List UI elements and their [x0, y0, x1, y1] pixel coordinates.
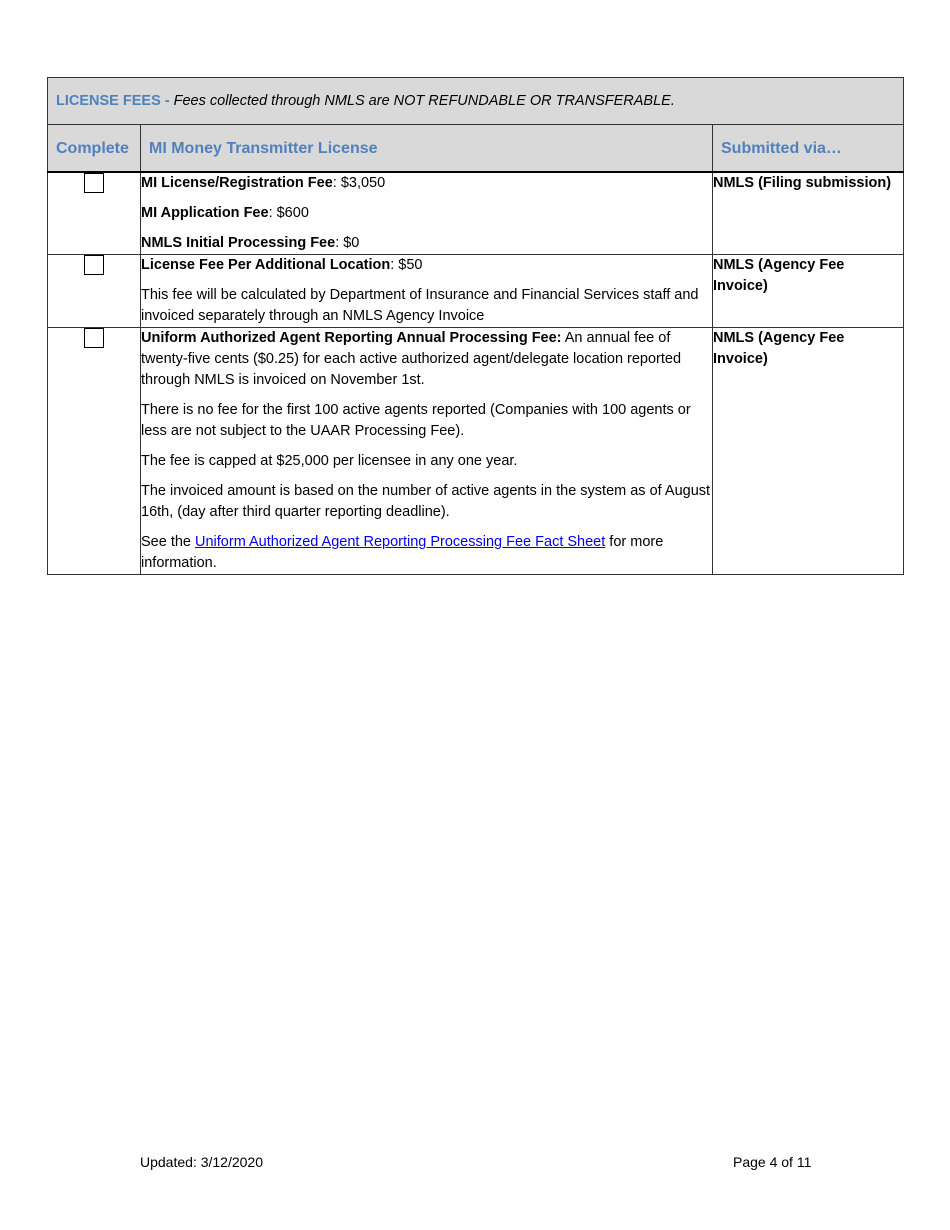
- fee-label: NMLS Initial Processing Fee: [141, 235, 336, 251]
- complete-checkbox[interactable]: [84, 255, 104, 275]
- fee-label: License Fee Per Additional Location: [141, 257, 391, 273]
- fee-description: [141, 172, 713, 255]
- column-header-submitted: Submitted via…: [713, 125, 904, 173]
- table-row: [48, 255, 904, 328]
- fee-line: [141, 233, 712, 254]
- fee-description: [141, 328, 713, 575]
- banner-label: LICENSE FEES -: [56, 92, 170, 109]
- submitted-via: NMLS (Agency Fee Invoice): [713, 255, 904, 328]
- license-fees-table: [47, 77, 904, 575]
- see-suffix: for more information.: [141, 534, 664, 571]
- fee-label: MI License/Registration Fee: [141, 175, 333, 191]
- see-prefix: See the: [141, 534, 196, 550]
- license-fees-banner-row: [48, 78, 904, 125]
- fee-label: Uniform Authorized Agent Reporting Annual Processing Fee:: [141, 330, 562, 346]
- submitted-via: NMLS (Filing submission): [713, 172, 904, 255]
- fee-value: $0: [339, 235, 360, 251]
- footer-page-number: Page 4 of 11: [733, 1154, 812, 1170]
- fee-paragraph: The fee is capped at $25,000 per licensee in any one year.: [141, 453, 518, 469]
- footer-updated: Updated: 3/12/2020: [140, 1154, 263, 1170]
- fee-paragraph: There is no fee for the first 100 active agents reported (Companies with 100 agents or less are not subject to the UAAR Processing Fee).: [141, 402, 691, 439]
- complete-cell: [48, 172, 141, 255]
- column-header-row: [48, 125, 904, 173]
- complete-checkbox[interactable]: [84, 328, 104, 348]
- fee-value: $3,050: [336, 175, 386, 191]
- submitted-via: NMLS (Agency Fee Invoice): [713, 328, 904, 575]
- column-header-complete: Complete: [48, 125, 141, 173]
- fee-line: [141, 173, 712, 194]
- complete-cell: [48, 328, 141, 575]
- fee-separator: :: [335, 235, 340, 251]
- table-row: [48, 328, 904, 575]
- fee-description: [141, 255, 713, 328]
- fact-sheet-link[interactable]: Uniform Authorized Agent Reporting Processing Fee Fact Sheet: [195, 534, 606, 550]
- fee-see-more: [141, 532, 712, 574]
- fee-separator: :: [390, 257, 395, 273]
- fee-value: $600: [272, 205, 309, 221]
- fee-intro: [141, 328, 712, 391]
- complete-checkbox[interactable]: [84, 173, 104, 193]
- table-row: [48, 172, 904, 255]
- license-fees-banner: [48, 78, 904, 125]
- banner-note: Fees collected through NMLS are NOT REFUNDABLE OR TRANSFERABLE.: [173, 92, 675, 109]
- fee-separator: :: [268, 205, 273, 221]
- column-header-license: MI Money Transmitter License: [141, 125, 713, 173]
- fee-intro-text: An annual fee of twenty-five cents ($0.25) for each active authorized agent/delegate location reported through NMLS is invoiced on November 1st.: [141, 330, 682, 388]
- fee-line: [141, 203, 712, 224]
- fee-value: $50: [394, 257, 423, 273]
- fee-line: [141, 255, 712, 276]
- fee-separator: :: [332, 175, 337, 191]
- complete-cell: [48, 255, 141, 328]
- fee-label: MI Application Fee: [141, 205, 269, 221]
- fee-note: This fee will be calculated by Department of Insurance and Financial Services staff and invoiced separately through an NMLS Agency Invoice: [141, 287, 699, 324]
- fee-paragraph: The invoiced amount is based on the number of active agents in the system as of August 16th, (day after third quarter reporting deadline).: [141, 483, 711, 520]
